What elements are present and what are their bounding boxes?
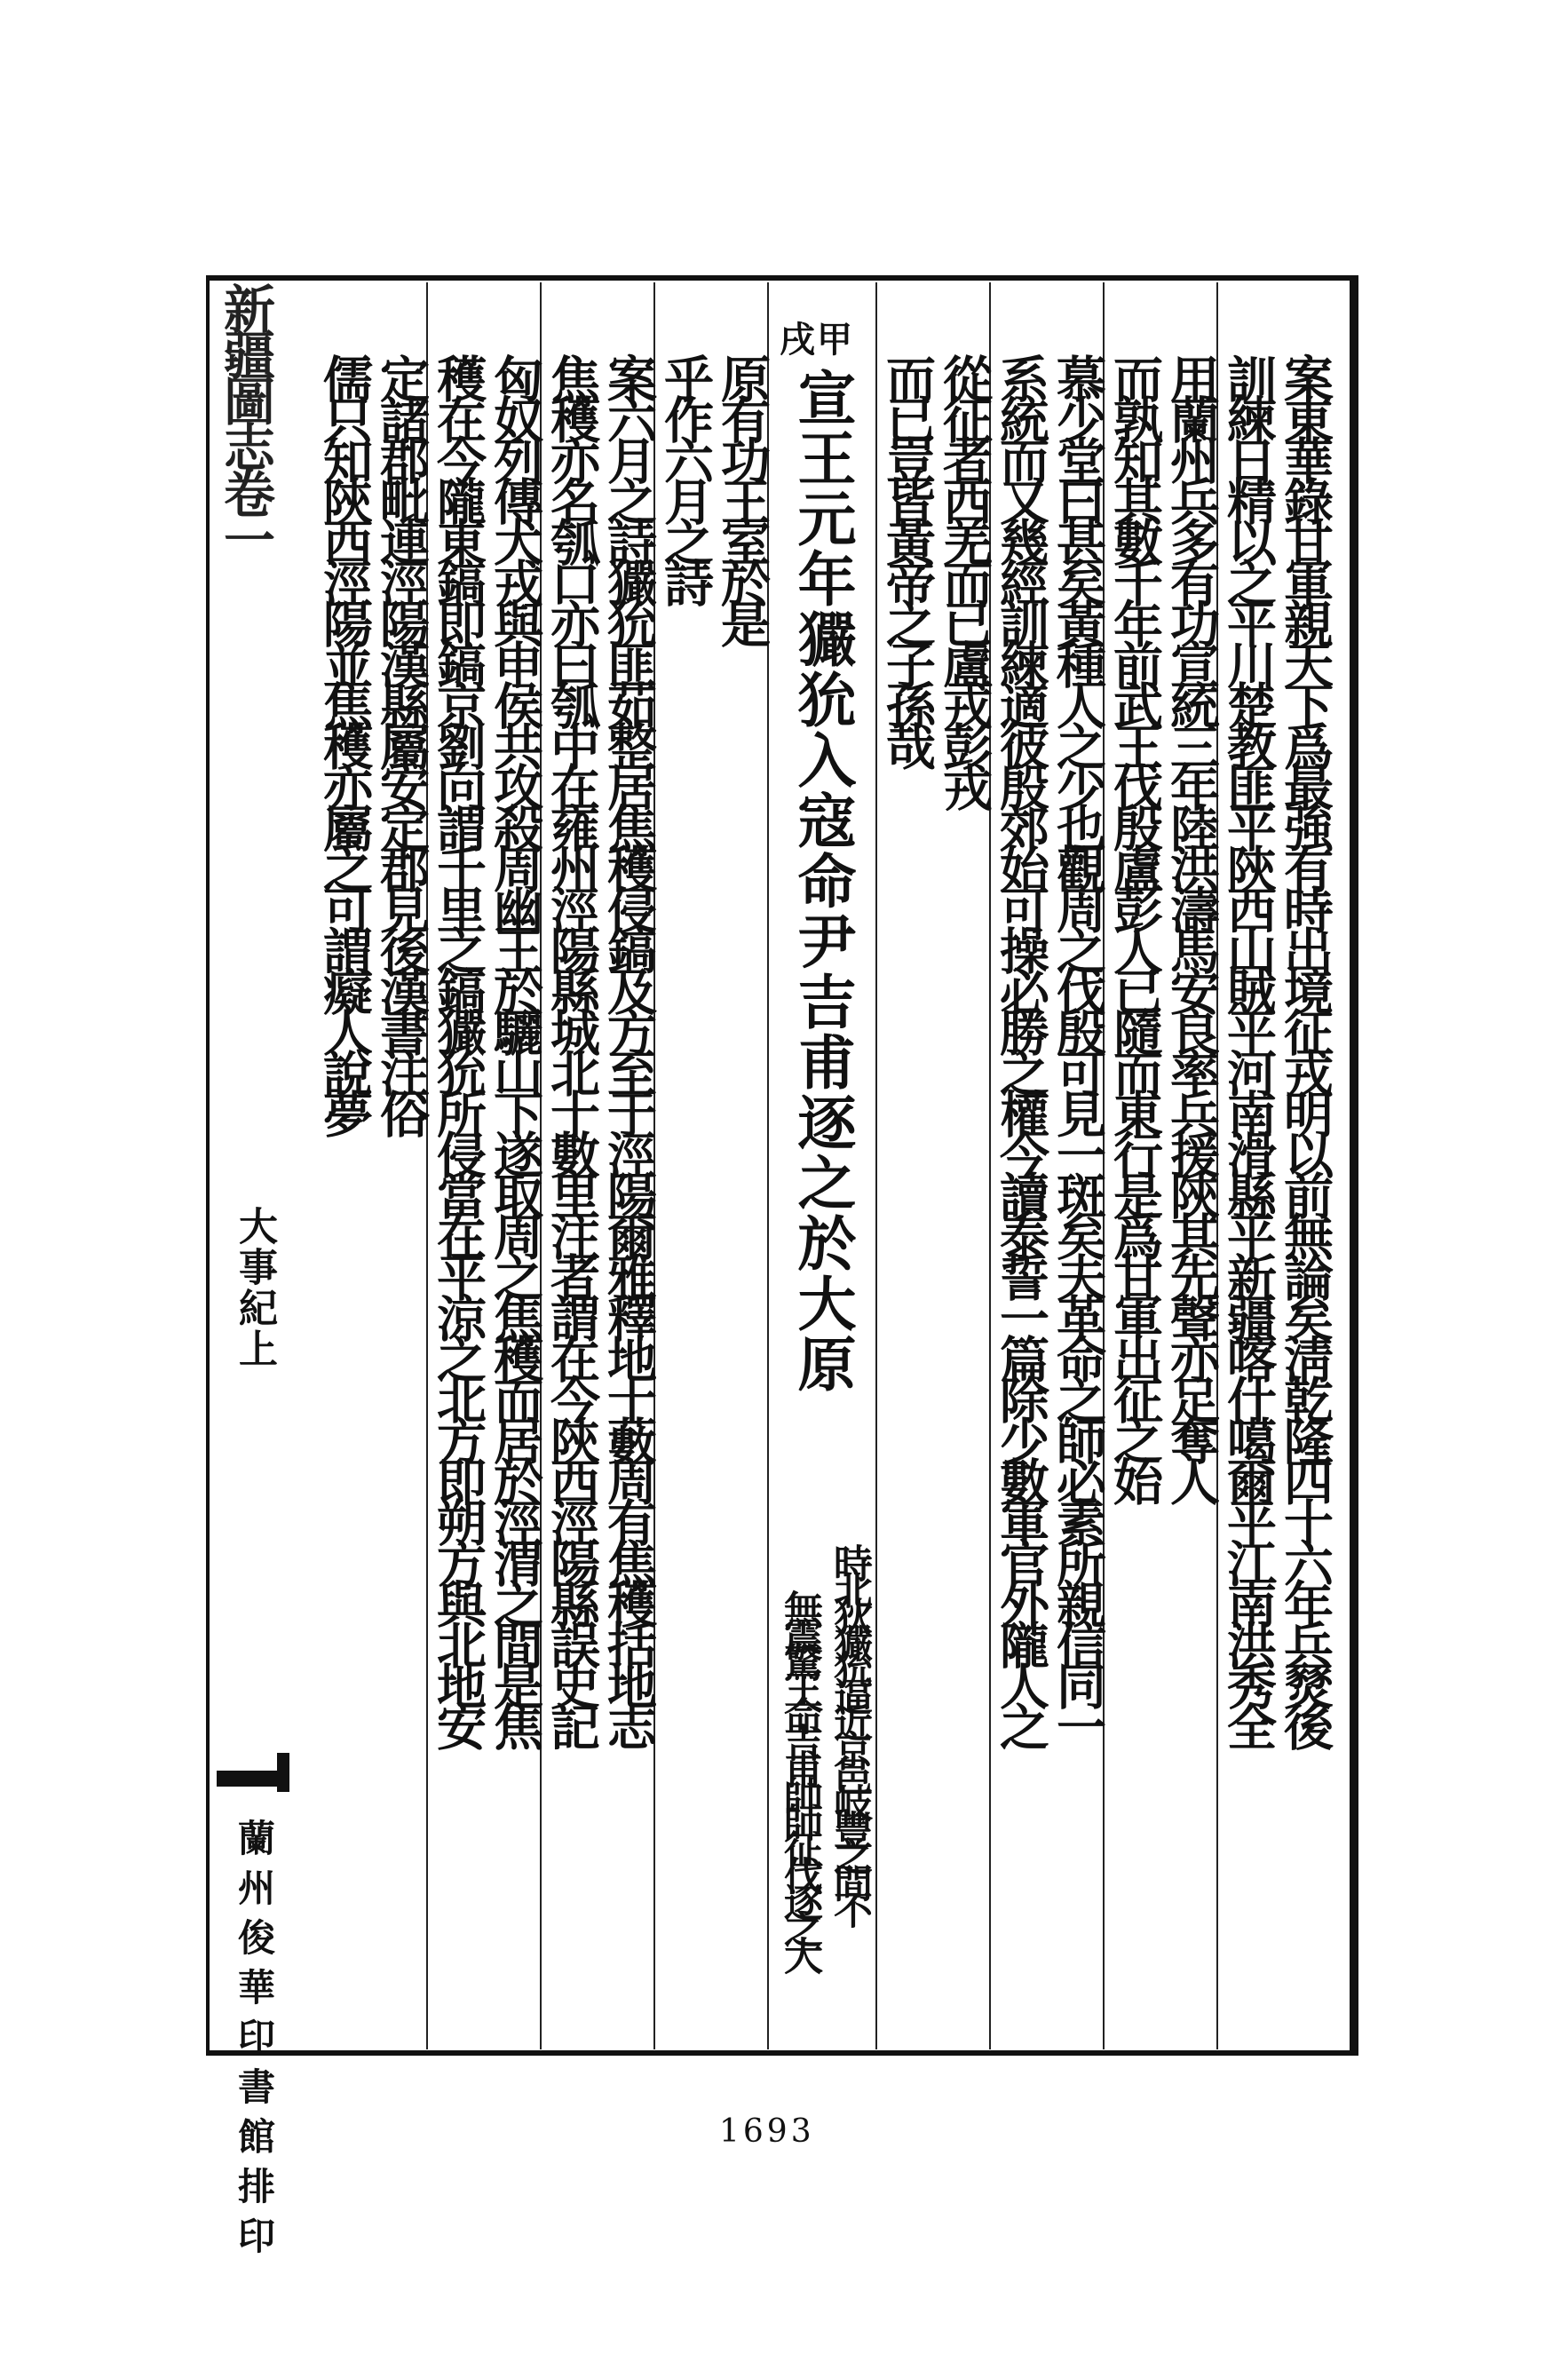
column-text: 焦穫亦名瓠口亦曰瓠中在雍州涇陽縣城北十數里注者謂在今陝西涇陽縣誤史記 [542, 353, 601, 1742]
column-text: 案六月之詩玁狁匪茹整居焦穫侵鎬及方至于涇陽爾雅釋地十藪周有焦穫括地志 [599, 353, 658, 1742]
text-column [597, 282, 658, 2049]
text-column [540, 282, 601, 2049]
text-column [932, 282, 994, 2049]
date-char: 甲 [817, 319, 854, 361]
text-column [313, 282, 374, 2049]
heading-column [767, 282, 875, 2049]
text-column [1216, 282, 1278, 2049]
column-text: 穫在今隴東鎬即鎬京劉向謂千里之鎬玁狁所侵當在平涼之北方即朔方與北地安 [429, 353, 487, 1742]
text-column [1046, 282, 1107, 2049]
column-text: 而孰知其數千年前武王伐殷盧彭人已隨而東行是爲甘軍出征之始 [1105, 353, 1164, 1497]
column-text: 原有功王室於是 [713, 353, 772, 639]
column-text: 儒只知陝西涇陽並焦穫亦屬之可謂癡人說夢 [315, 353, 374, 1129]
frame-bottom-rule [206, 2050, 1358, 2056]
text-panel [293, 282, 1334, 2049]
column-text: 用蘭州兵多有功宣統三年陸洪濤馬安良率兵援陝其先聲亦足奪人 [1162, 353, 1221, 1497]
column-text: 慕少堂曰甚矣黃種人之少也觀周之伐殷可見一斑矣夫革命之師必素所親信同一 [1049, 353, 1107, 1742]
column-text: 從征者西羌而已盧戎彭戎 [935, 353, 994, 803]
text-column [483, 282, 544, 2049]
annotation-left: 無震驚王命吉甫帥師征伐逐之大 [777, 1589, 822, 1962]
column-text: 案東華錄甘軍親天下爲最強有時出境征戎明以前無論矣淸乾隆四十六年兵燹後 [1276, 353, 1334, 1742]
text-column [1103, 282, 1164, 2049]
printer-imprint: 蘭州俊華印書館排印 [233, 1819, 276, 2266]
frame-top-rule [206, 275, 1358, 281]
annotation-right: 時北狄玁狁逼近京邑岐豐之間不 [827, 1543, 872, 1916]
column-divider [875, 282, 877, 2049]
text-column [426, 282, 487, 2049]
column-text: 而已豈皆黃帝之子孫哉 [878, 353, 937, 762]
date-char: 戌 [780, 319, 817, 361]
column-text: 系統而又幾經訓練適彼殷郊始可操必勝之權今讀泰誓一篇除少數軍官外隴人之 [992, 353, 1050, 1742]
block-mark [277, 1753, 289, 1792]
column-text: 定諸郡毗連涇陽漢縣屬安定郡見後漢書注俗 [372, 353, 431, 1129]
page-margin [210, 282, 293, 2266]
column-text: 匈奴列傳犬戎與申侯共攻殺周幽王於驪山下遂取周之焦穫而居於涇渭之間是焦 [486, 353, 544, 1742]
text-column [875, 282, 937, 2049]
column-text: 訓練日精以之平川楚教匪平陝西山賊平河南滑縣平新疆喀什噶爾平江南洪秀全 [1219, 353, 1278, 1742]
section-title: 大事紀上 [232, 1206, 277, 1369]
entry-date [780, 320, 854, 361]
text-column [369, 282, 431, 2049]
book-title: 新疆圖志卷一 [215, 282, 275, 559]
frame-right-rule [1350, 275, 1358, 2056]
text-column [1160, 282, 1221, 2049]
entry-heading: 宣王元年玁狁入寇命尹吉甫逐之於大原 [788, 368, 857, 1394]
text-column [653, 282, 715, 2049]
page-number: 1693 [719, 2113, 815, 2150]
column-text: 乎作六月之詩 [656, 353, 715, 598]
text-column [710, 282, 772, 2049]
text-column [1273, 282, 1334, 2049]
text-column [989, 282, 1050, 2049]
